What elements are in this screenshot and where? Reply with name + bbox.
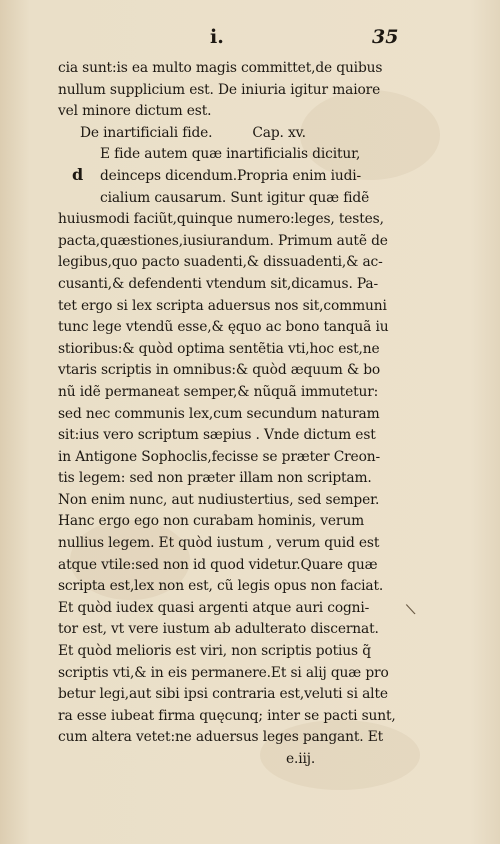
text-line: tis legem: sed non præter illam non scriptam. xyxy=(58,470,372,487)
chapter-heading xyxy=(58,123,388,145)
text-line: tet ergo si lex scripta aduersus nos sit,communi xyxy=(58,297,387,314)
text-line: nullius legem. Et quòd iustum , verum quid est xyxy=(58,535,380,552)
text-line: cialium causarum. Sunt igitur quæ fidẽ xyxy=(100,189,370,206)
text-line: legibus,quo pacto suadenti,& dissuadenti,& ac- xyxy=(58,254,383,271)
text-line: stioribus:& quòd optima sentẽtia vti,hoc est,ne xyxy=(58,340,380,357)
gathering-mark: i. xyxy=(210,26,224,48)
text-line: Non enim nunc, aut nudiustertius, sed semper. xyxy=(58,491,380,508)
guide-letter: d xyxy=(72,165,84,184)
text-line: nullum supplicium est. De iniuria igitur maiore xyxy=(58,81,381,98)
text-line: Et quòd melioris est viri, non scriptis potius q̃ xyxy=(58,643,371,660)
signature-mark: e.iij. xyxy=(286,751,316,767)
running-header xyxy=(0,26,500,50)
text-line: sed nec communis lex,cum secundum naturam xyxy=(58,405,380,422)
text-line: cusanti,& defendenti vtendum sit,dicamus. Pa- xyxy=(58,275,379,292)
chapter-number: Cap. xv. xyxy=(252,124,306,141)
text-line: pacta,quæstiones,iusiurandum. Primum autẽ de xyxy=(58,232,388,249)
text-line: Et quòd iudex quasi argenti atque auri cogni- xyxy=(58,599,370,616)
text-line: huiusmodi faciũt,quinque numero:leges, testes, xyxy=(58,211,384,228)
text-line: atque vtile:sed non id quod videtur.Quare quæ xyxy=(58,556,378,573)
text-line: scripta est,lex non est, cũ legis opus non faciat. xyxy=(58,578,384,595)
chapter-title: De inartificiali fide. xyxy=(80,124,213,141)
text-line: tunc lege vtendũ esse,& ęquo ac bono tanquã iu xyxy=(58,319,389,336)
page-number: 35 xyxy=(372,26,399,48)
text-line: Hanc ergo ego non curabam hominis, verum xyxy=(58,513,365,530)
text-line: scriptis vti,& in eis permanere.Et si alij quæ pro xyxy=(58,664,389,681)
text-line: E fide autem quæ inartificialis dicitur, xyxy=(100,146,361,163)
margin-mark: \ xyxy=(404,599,417,619)
text-line: sit:ius vero scriptum sæpius . Vnde dictum est xyxy=(58,427,376,444)
text-line: tor est, vt vere iustum ab adulterato discernat. xyxy=(58,621,379,638)
text-line: in Antigone Sophoclis,fecisse se præter Creon- xyxy=(58,448,380,465)
text-line: vel minore dictum est. xyxy=(58,103,212,120)
text-line: vtaris scriptis in omnibus:& quòd æquum & bo xyxy=(58,362,381,379)
text-block xyxy=(58,58,396,771)
text-line: nũ idẽ permaneat semper,& nũquã immutetur: xyxy=(58,383,379,400)
text-line: deinceps dicendum.Propria enim iudi- xyxy=(100,167,362,184)
text-line: cum altera vetet:ne aduersus leges pangant. Et xyxy=(58,729,384,746)
text-line: ra esse iubeat firma quęcunq; inter se pacti sunt, xyxy=(58,707,396,724)
text-line: cia sunt:is ea multo magis committet,de quibus xyxy=(58,60,383,76)
text-line: betur legi,aut sibi ipsi contraria est,veluti si alte xyxy=(58,686,388,703)
